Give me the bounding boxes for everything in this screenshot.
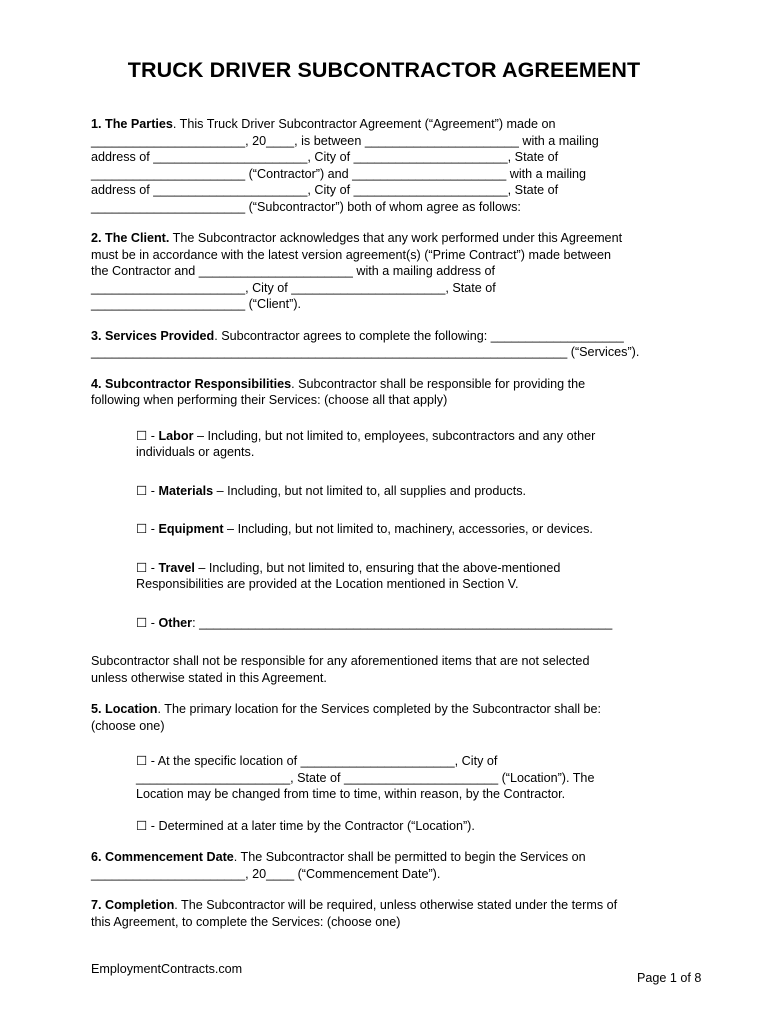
section-parties: [91, 116, 691, 215]
option-label: Materials: [158, 483, 214, 498]
section-responsibilities: [91, 376, 691, 409]
section-line: the Contractor and ______________________ with a mailing address of: [91, 264, 495, 278]
section-line: ______________________ (“Client”).: [91, 297, 302, 311]
section-location: [91, 701, 691, 734]
spacer: [91, 361, 691, 376]
section-text: . The primary location for the Services completed by the Subcontractor shall be:: [157, 702, 602, 716]
option-travel: [136, 560, 691, 593]
option-text: Location may be changed from time to time, within reason, by the Contractor.: [136, 787, 566, 801]
option-text: individuals or agents.: [136, 445, 255, 459]
checkbox-travel[interactable]: ☐ -: [136, 560, 159, 575]
section-line: [91, 376, 691, 393]
section-line: [91, 328, 691, 345]
option-text: Responsibilities are provided at the Location mentioned in Section V.: [136, 577, 519, 591]
option-text[interactable]: ☐ - At the specific location of ______________________, City of: [136, 754, 498, 768]
checkbox-other[interactable]: ☐ -: [136, 615, 159, 630]
checkbox-equipment[interactable]: ☐ -: [136, 522, 159, 536]
section-heading: 7. Completion: [91, 898, 175, 912]
spacer: [91, 803, 691, 818]
section-text: The Subcontractor acknowledges that any work performed under this Agreement: [169, 231, 623, 245]
spacer: [91, 538, 691, 560]
option-labor: [136, 428, 691, 461]
section-heading: 6. Commencement Date: [91, 850, 234, 864]
section-line: ____________________________________________________________________ (“Services”).: [91, 345, 640, 359]
option-other: [136, 615, 691, 632]
spacer: [91, 215, 691, 230]
section-line: following when performing their Services: (choose all that apply): [91, 393, 448, 407]
responsibilities-note: [91, 653, 691, 686]
option-equipment: [136, 521, 691, 538]
option-text: : ___________________________________________________________: [192, 615, 613, 630]
section-heading: 3. Services Provided: [91, 328, 215, 343]
spacer: [91, 461, 691, 483]
section-client: [91, 230, 691, 313]
section-text: . The Subcontractor shall be permitted to begin the Services on: [233, 850, 586, 864]
section-line: Subcontractor shall not be responsible for any aforementioned items that are not selected: [91, 654, 590, 668]
section-text: . Subcontractor agrees to complete the following: ___________________: [214, 328, 624, 343]
section-heading: 2. The Client.: [91, 231, 170, 245]
section-commencement: [91, 849, 691, 882]
section-completion: [91, 897, 691, 930]
section-line: [91, 897, 691, 914]
option-text: – Including, but not limited to, ensuring that the above-mentioned: [194, 560, 561, 575]
spacer: [91, 593, 691, 615]
section-line: [91, 849, 691, 866]
page-number: Page 1 of 8: [637, 971, 702, 985]
option-label: Travel: [158, 560, 195, 575]
section-heading: 4. Subcontractor Responsibilities: [91, 376, 292, 391]
option-text: ______________________, State of ______________________ (“Location”). The: [136, 770, 595, 785]
section-line: [91, 701, 691, 718]
checkbox-materials[interactable]: ☐ -: [136, 483, 159, 498]
section-line: [91, 116, 691, 133]
section-line: address of ______________________, City of ______________________, State of: [91, 183, 559, 197]
section-line: [91, 230, 691, 247]
spacer: [91, 631, 691, 653]
checkbox-labor[interactable]: ☐ -: [136, 428, 159, 443]
section-line: ______________________, 20____ (“Commencement Date”).: [91, 866, 441, 881]
spacer: [91, 409, 691, 428]
section-heading: 1. The Parties: [91, 117, 173, 131]
option-specific-location: [136, 753, 691, 803]
option-text: – Including, but not limited to, employees, subcontractors and any other: [193, 428, 596, 443]
section-line: ______________________, City of ______________________, State of: [91, 280, 496, 295]
option-later-location: [136, 818, 691, 835]
section-line: ______________________ (“Subcontractor”) both of whom agree as follows:: [91, 199, 521, 214]
section-heading: 5. Location: [91, 702, 158, 716]
option-label: Labor: [158, 428, 194, 443]
section-line: address of ______________________, City of ______________________, State of: [91, 150, 559, 164]
spacer: [91, 313, 691, 328]
section-text: . Subcontractor shall be responsible for providing the: [291, 376, 586, 391]
section-text: . The Subcontractor will be required, unless otherwise stated under the terms of: [174, 898, 618, 912]
document-body: [91, 116, 691, 930]
section-line: unless otherwise stated in this Agreement.: [91, 670, 327, 685]
spacer: [91, 882, 691, 897]
section-line: ______________________, 20____, is between ______________________ with a mailing: [91, 133, 599, 148]
footer-site: EmploymentContracts.com: [91, 962, 243, 976]
spacer: [91, 834, 691, 849]
page-title: TRUCK DRIVER SUBCONTRACTOR AGREEMENT: [127, 58, 641, 82]
section-line: this Agreement, to complete the Services: (choose one): [91, 914, 401, 929]
spacer: [91, 686, 691, 701]
section-line: (choose one): [91, 718, 165, 733]
section-line: ______________________ (“Contractor”) and ______________________ with a mailing: [91, 166, 587, 181]
option-label: Other: [158, 615, 193, 630]
option-text: – Including, but not limited to, all supplies and products.: [213, 483, 527, 498]
spacer: [91, 734, 691, 753]
option-text[interactable]: ☐ - Determined at a later time by the Contractor (“Location”).: [136, 818, 475, 833]
option-materials: [136, 483, 691, 500]
section-line: must be in accordance with the latest version agreement(s) (“Prime Contract”) made between: [91, 247, 612, 262]
section-services: [91, 328, 691, 361]
option-text: – Including, but not limited to, machinery, accessories, or devices.: [223, 522, 593, 536]
option-label: Equipment: [158, 522, 224, 536]
spacer: [91, 499, 691, 521]
section-text: . This Truck Driver Subcontractor Agreement (“Agreement”) made on: [172, 117, 556, 131]
